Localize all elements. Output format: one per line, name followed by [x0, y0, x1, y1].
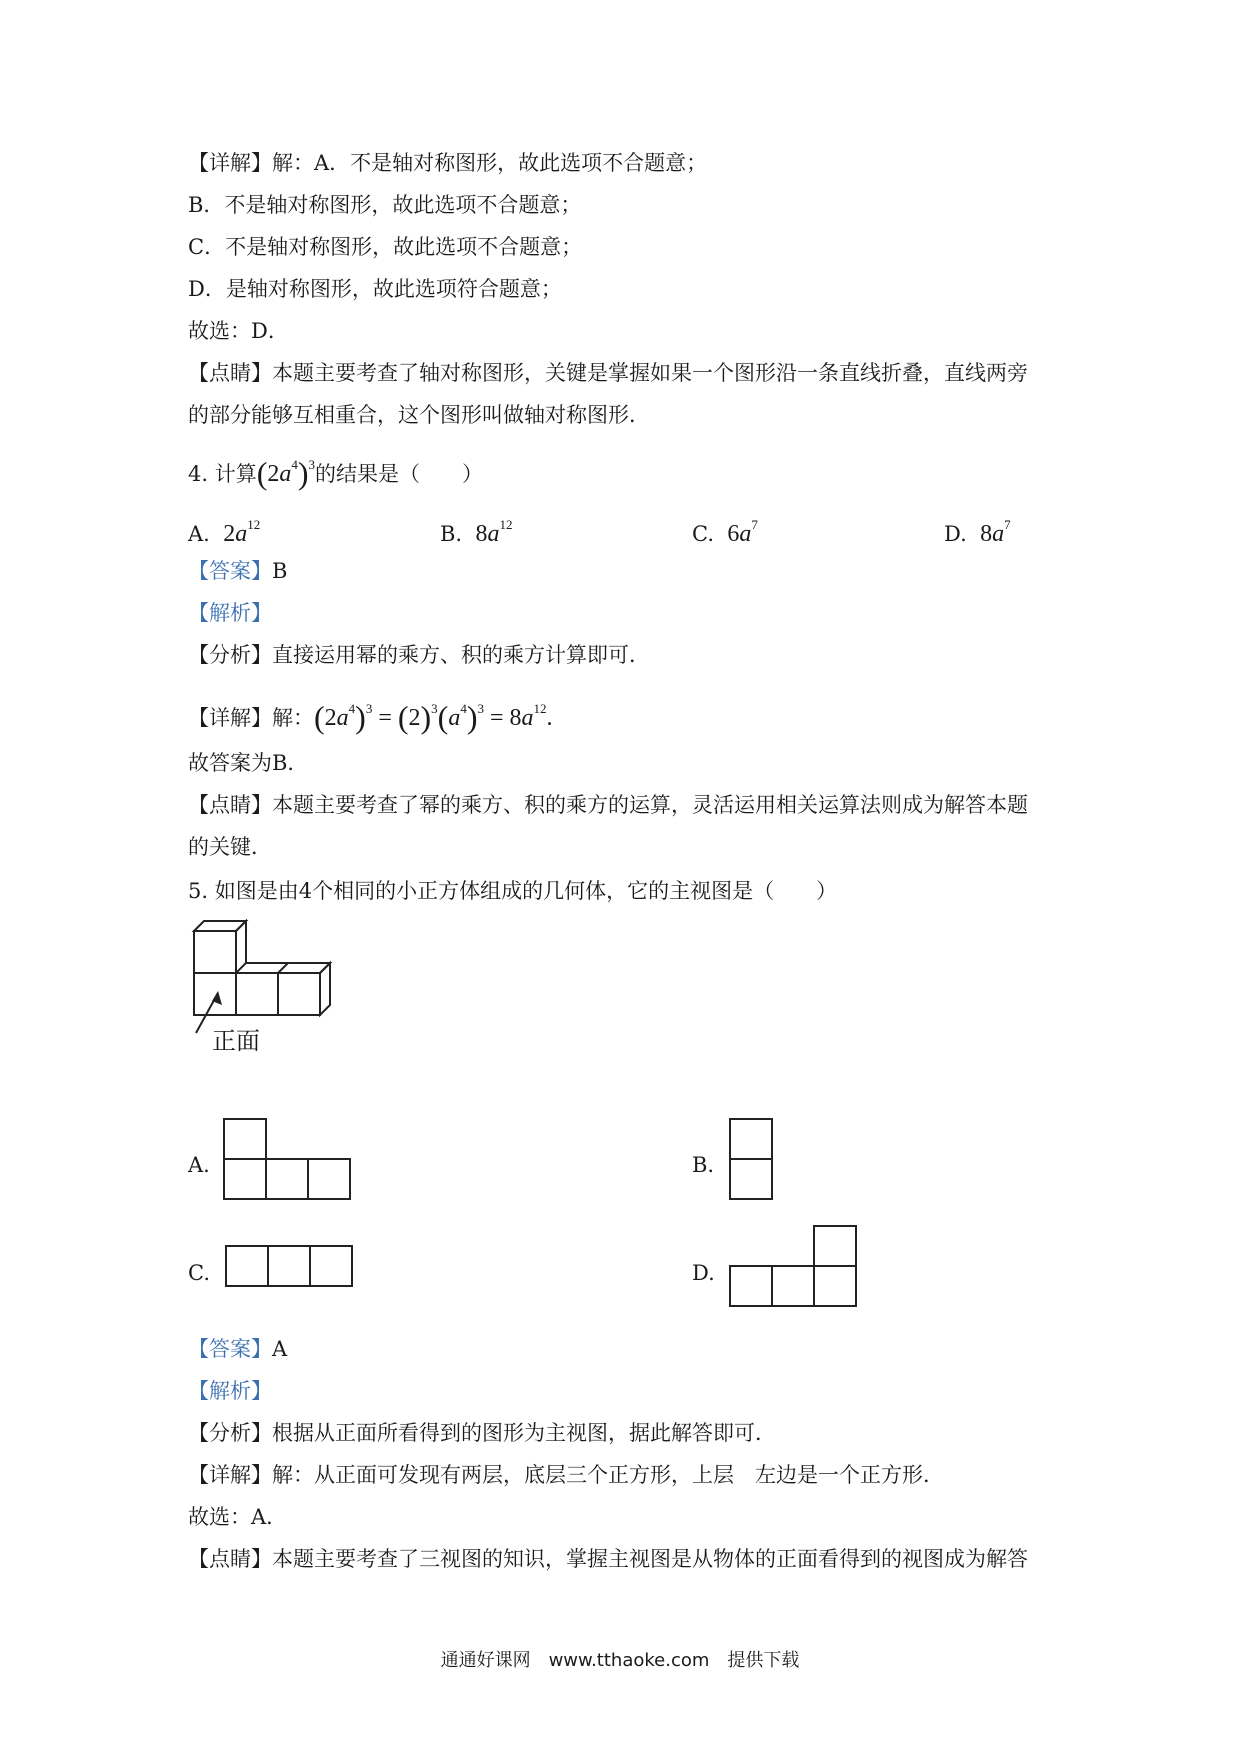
cube-bottom-1 — [194, 973, 236, 1015]
q3-comment-cont: 的部分能够互相重合，这个图形叫做轴对称图形． — [188, 403, 650, 427]
q4-analysis-tag: 【解析】 — [188, 601, 272, 625]
q3-detail-c: C．不是轴对称图形，故此选项不合题意； — [188, 235, 583, 259]
front-label: 正面 — [212, 1027, 260, 1055]
cube-bottom-3 — [278, 973, 320, 1015]
comment-tag: 【点睛】 — [188, 793, 272, 817]
q3-detail-line — [188, 148, 707, 178]
q4-stem-post: 的结果是（ ） — [315, 462, 484, 486]
detail-tag: 【详解】 — [188, 706, 272, 730]
q4-analyze — [188, 640, 650, 670]
q4-comment — [188, 790, 1028, 820]
q5-option-a-figure — [220, 1115, 360, 1205]
q4-stem — [188, 450, 483, 489]
q4-option-d: D. $8a^7$ — [944, 517, 1011, 547]
q5-answer — [188, 1334, 287, 1364]
q3-detail-d: D．是轴对称图形，故此选项符合题意； — [188, 277, 562, 301]
analyze-text: 直接运用幂的乘方、积的乘方计算即可． — [272, 643, 650, 667]
q4-solution-expression: $(2a^4)^3 = (2)^3(a^4)^3 = 8a^{12}$. — [314, 699, 553, 735]
q5-option-b-label: B. — [692, 1153, 715, 1177]
q4-detail — [188, 694, 553, 733]
comment-text: 本题主要考查了幂的乘方、积的乘方的运算，灵活运用相关运算法则成为解答本题 — [272, 793, 1028, 817]
analyze-text: 根据从正面所看得到的图形为主视图，据此解答即可． — [272, 1421, 776, 1445]
analyze-tag: 【分析】 — [188, 1421, 272, 1445]
q5-analysis-tag: 【解析】 — [188, 1379, 272, 1403]
q4-conclusion: 故答案为B． — [188, 751, 309, 775]
comment-tag: 【点睛】 — [188, 361, 272, 385]
detail-text: 解：A．不是轴对称图形，故此选项不合题意； — [272, 151, 708, 175]
detail-tag: 【详解】 — [188, 1463, 272, 1487]
detail-text: 解：从正面可发现有两层，底层三个正方形，上层 左边是一个正方形． — [272, 1463, 944, 1487]
q3-conclusion: 故选：D． — [188, 319, 289, 343]
q3-comment — [188, 358, 1028, 388]
q5-detail — [188, 1460, 944, 1490]
q5-stem: 5. 如图是由4个相同的小正方体组成的几何体，它的主视图是（ ） — [188, 879, 838, 903]
q4-answer — [188, 556, 287, 586]
answer-tag: 【答案】 — [188, 1337, 272, 1361]
q3-detail-b: B．不是轴对称图形，故此选项不合题意； — [188, 193, 582, 217]
cube-bottom-2-top — [246, 963, 288, 973]
analyze-tag: 【分析】 — [188, 643, 272, 667]
answer-value: B — [272, 559, 288, 583]
q4-stem-pre: 4. 计算 — [188, 462, 257, 486]
q4-expression: $(2a^4)^3$ — [256, 455, 316, 491]
q5-option-c-figure — [222, 1242, 362, 1294]
q5-option-a-label: A. — [188, 1153, 210, 1177]
q5-option-d-label: D. — [692, 1261, 715, 1285]
q5-option-b-figure — [726, 1115, 786, 1205]
cube-top-side — [236, 921, 246, 973]
q5-comment — [188, 1544, 1028, 1574]
footer-watermark: 通通好课网 www.tthaoke.com 提供下载 — [440, 1650, 800, 1671]
cube-bottom-3-side — [320, 963, 330, 1015]
answer-value: A — [272, 1337, 288, 1361]
cube-bottom-2 — [236, 973, 278, 1015]
comment-tag: 【点睛】 — [188, 1547, 272, 1571]
answer-tag: 【答案】 — [188, 559, 272, 583]
q4-option-a: A. $2a^{12}$ — [188, 517, 261, 547]
comment-text: 本题主要考查了轴对称图形，关键是掌握如果一个图形沿一条直线折叠，直线两旁 — [272, 361, 1028, 385]
q4-comment-cont: 的关键． — [188, 835, 272, 859]
detail-text: 解： — [272, 706, 314, 730]
q4-option-b: B. $8a^{12}$ — [440, 517, 513, 547]
q4-option-c: C. $6a^7$ — [692, 517, 758, 547]
q5-analyze — [188, 1418, 776, 1448]
q5-option-d-figure — [726, 1222, 866, 1312]
q5-option-c-label: C. — [188, 1261, 210, 1285]
q5-conclusion: 故选：A． — [188, 1505, 288, 1529]
cube-top-front — [194, 931, 236, 973]
detail-tag: 【详解】 — [188, 151, 272, 175]
comment-text: 本题主要考查了三视图的知识，掌握主视图是从物体的正面看得到的视图成为解答 — [272, 1547, 1028, 1571]
